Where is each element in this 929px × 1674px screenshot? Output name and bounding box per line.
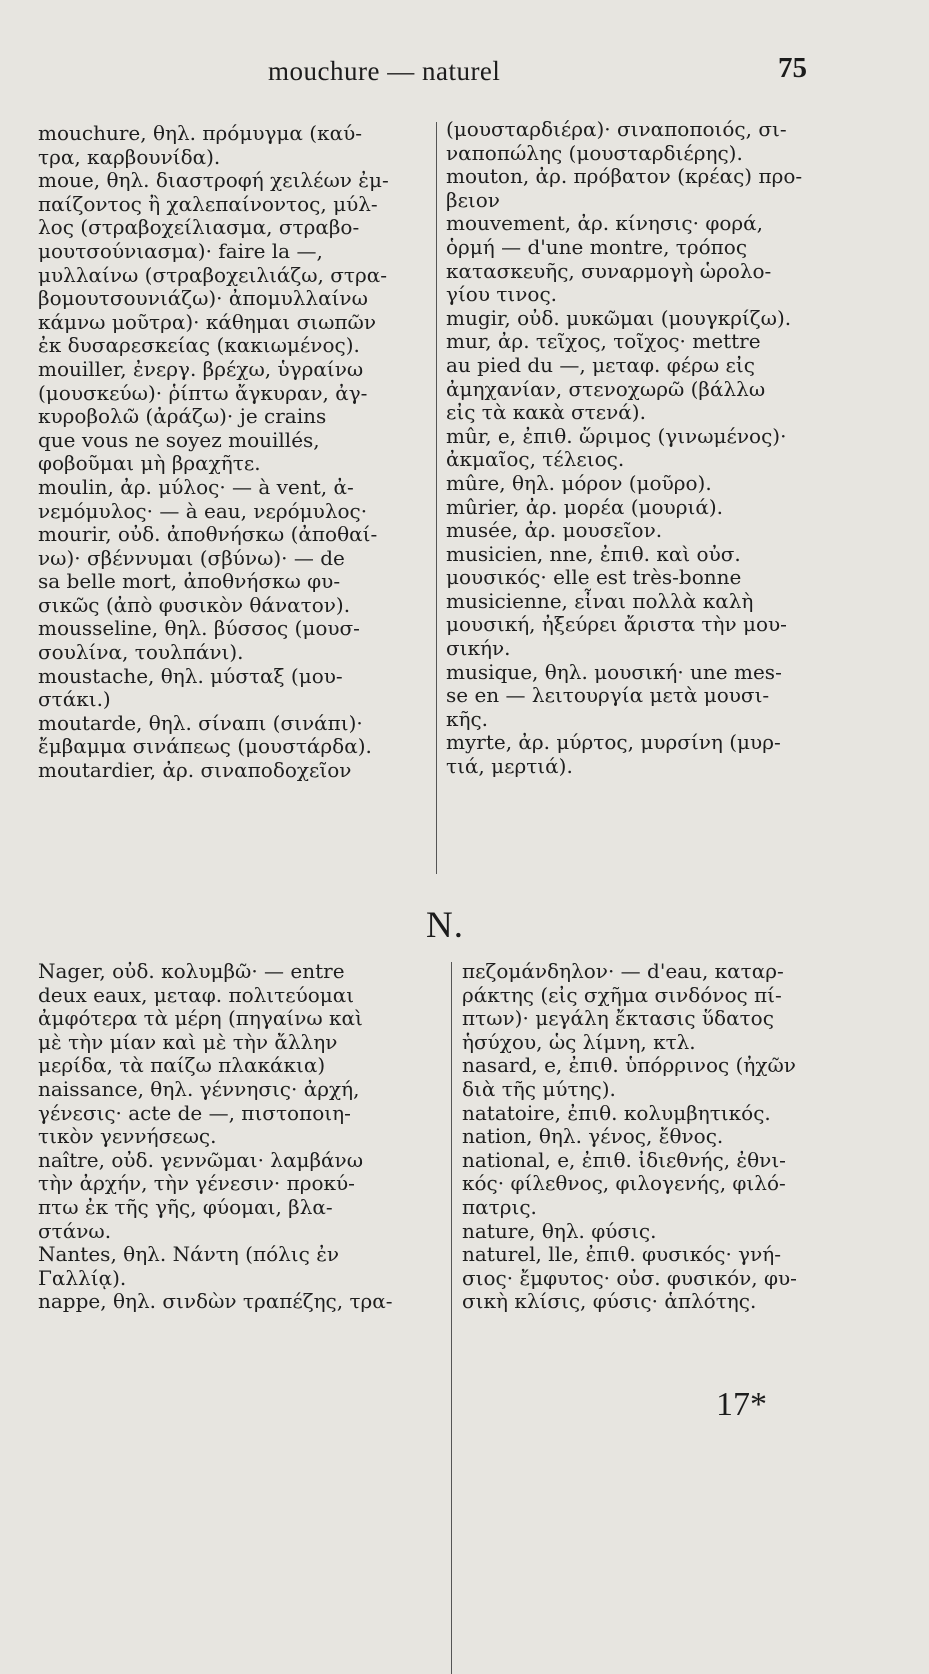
entry-line: σικήν. [446, 636, 511, 661]
entry-line: μὲ τὴν μίαν καὶ μὲ τὴν ἄλλην [38, 1029, 338, 1054]
entry-line: ἡσύχου, ὡς λίμνη, κτλ. [462, 1029, 696, 1054]
entry-line: κός· φίλεθνος, φιλογενής, φιλό- [462, 1171, 786, 1196]
entry-line: mouchure, θηλ. πρόμυγμα (καύ- [38, 121, 363, 145]
entry-line: mûre, θηλ. μόρον (μοῦρο). [446, 470, 712, 495]
column-divider-bottom [451, 962, 452, 1674]
entry-line: ἀμφότερα τὰ μέρη (πηγαίνω καὶ [38, 1006, 363, 1031]
entry-line: ἔμβαμμα σινάπεως (μουστάρδα). [38, 734, 372, 759]
entry-line: πατρις. [462, 1194, 537, 1219]
entry-line: Nager, οὐδ. κολυμβῶ· — entre [38, 959, 345, 983]
column-bottom-left [38, 960, 436, 1314]
entry-line: natatoire, ἐπιθ. κολυμβητικός. [462, 1100, 771, 1125]
entry-line: μουσική, ἠξεύρει ἄριστα τὴν μου- [446, 612, 787, 637]
entry-line: πτω ἐκ τῆς γῆς, φύομαι, βλα- [38, 1194, 333, 1219]
entry-line: nation, θηλ. γένος, ἔθνος. [462, 1124, 724, 1149]
entry-line: mur, ἀρ. τεῖχος, τοῖχος· mettre [446, 329, 761, 354]
entry-line: βειον [446, 187, 500, 212]
entry-line: moulin, ἀρ. μύλος· — à vent, ἀ- [38, 474, 354, 499]
entry-line: nappe, θηλ. σινδὼν τραπέζης, τρα- [38, 1289, 393, 1314]
entry-line: ναποπώλης (μουσταρδιέρης). [446, 140, 743, 165]
entry-line: mouton, ἀρ. πρόβατον (κρέας) προ- [446, 164, 803, 189]
entry-line: τιά, μερτιά). [446, 754, 573, 779]
entry-line: μυλλαίνω (στραβοχειλιάζω, στρα- [38, 262, 388, 287]
entry-line: au pied du —, μεταφ. φέρω εἰς [446, 352, 755, 377]
entry-line: κῆς. [446, 706, 489, 731]
entry-line: mûrier, ἀρ. μορέα (μουριά). [446, 494, 723, 519]
entry-line: σικὴ κλίσις, φύσις· ἁπλότης. [462, 1289, 757, 1314]
entry-line: deux eaux, μεταφ. πολιτεύομαι [38, 982, 355, 1007]
page-number: 75 [778, 52, 807, 84]
entry-line: nasard, e, ἐπιθ. ὑπόρρινος (ἠχῶν [462, 1053, 796, 1078]
entry-line: musicien, nne, ἐπιθ. καὶ οὐσ. [446, 541, 741, 566]
entry-line: μερίδα, τὰ παίζω πλακάκια) [38, 1053, 326, 1078]
entry-line: que vous ne soyez mouillés, [38, 427, 320, 452]
entry-line: moustache, θηλ. μύσταξ (μου- [38, 663, 343, 688]
entry-line: ἀμηχανίαν, στενοχωρῶ (βάλλω [446, 376, 766, 401]
entry-line: myrte, ἀρ. μύρτος, μυρσίνη (μυρ- [446, 730, 781, 755]
entry-line: τικὸν γεννήσεως. [38, 1124, 217, 1149]
entry-line: σιος· ἔμφυτος· οὐσ. φυσικόν, φυ- [462, 1265, 797, 1290]
entry-line: κυροβολῶ (ἀράζω)· je crains [38, 404, 327, 429]
entry-line: κάμνω μοῦτρα)· κάθημαι σιωπῶν [38, 309, 377, 334]
entry-line: se en — λειτουργία μετὰ μουσι- [446, 683, 770, 708]
entry-line: σικῶς (ἀπὸ φυσικὸν θάνατον). [38, 592, 351, 617]
entry-line: moutarde, θηλ. σίναπι (σινάπι)· [38, 710, 363, 735]
entry-line: πτων)· μεγάλη ἔκτασις ὕδατος [462, 1006, 774, 1031]
entry-line: national, e, ἐπιθ. ἰδιεθνής, ἐθνι- [462, 1147, 786, 1172]
entry-line: τὴν ἀρχήν, τὴν γένεσιν· προκύ- [38, 1171, 355, 1196]
entry-line: σουλίνα, τουλπάνι). [38, 640, 244, 665]
entry-line: ὁρμή — d'une montre, τρόπος [446, 234, 748, 259]
entry-line: mûr, e, ἐπιθ. ὥριμος (γινωμένος)· [446, 423, 787, 448]
entry-line: naturel, lle, ἐπιθ. φυσικός· γνή- [462, 1242, 782, 1267]
entry-line: τρα, καρβουνίδα). [38, 144, 221, 169]
entry-line: διὰ τῆς μύτης). [462, 1076, 616, 1101]
column-bottom-right [462, 960, 842, 1314]
entry-line: musique, θηλ. μουσική· une mes- [446, 659, 782, 684]
column-top-right [446, 118, 826, 779]
entry-line: γένεσις· acte de —, πιστοποιη- [38, 1100, 351, 1125]
section-letter: N. [426, 905, 464, 946]
entry-line: μουσικός· elle est très-bonne [446, 565, 742, 590]
entry-line: γίου τινος. [446, 282, 558, 307]
entry-line: νω)· σβέννυμαι (σβύνω)· — de [38, 545, 345, 570]
entry-line: λος (στραβοχείλιασμα, στραβο- [38, 215, 360, 240]
entry-line: Γαλλίᾳ). [38, 1265, 127, 1290]
entry-line: μουτσούνιασμα)· faire la —, [38, 238, 323, 263]
entry-line: ἐκ δυσαρεσκείας (κακιωμένος). [38, 333, 360, 358]
entry-line: ἀκμαῖος, τέλειος. [446, 447, 625, 472]
entry-line: στάνω. [38, 1218, 112, 1243]
entry-line: moue, θηλ. διαστροφή χειλέων ἐμ- [38, 168, 389, 193]
entry-line: νεμόμυλος· — à eau, νερόμυλος· [38, 498, 368, 523]
entry-line: mousseline, θηλ. βύσσος (μουσ- [38, 616, 360, 641]
entry-line: στάκι.) [38, 687, 111, 712]
entry-line: nature, θηλ. φύσις. [462, 1218, 657, 1243]
signature-mark: 17* [716, 1386, 767, 1423]
column-divider-top [436, 122, 437, 874]
entry-line: mugir, οὐδ. μυκῶμαι (μουγκρίζω). [446, 305, 792, 330]
entry-line: ράκτης (εἰς σχῆμα σινδόνος πί- [462, 982, 782, 1007]
entry-line: Nantes, θηλ. Νάντη (πόλις ἐν [38, 1242, 340, 1267]
entry-line: mouiller, ἐνεργ. βρέχω, ὑγραίνω [38, 356, 364, 381]
entry-line: musée, ἀρ. μουσεῖον. [446, 518, 663, 543]
entry-line: (μουσταρδιέρα)· σιναποποιός, σι- [446, 117, 787, 141]
entry-line: mouvement, ἀρ. κίνησις· φορά, [446, 211, 763, 236]
running-head: mouchure — naturel [268, 56, 501, 86]
entry-line: sa belle mort, ἀποθνήσκω φυ- [38, 569, 341, 594]
entry-line: naître, οὐδ. γεννῶμαι· λαμβάνω [38, 1147, 364, 1172]
entry-line: φοβοῦμαι μὴ βραχῆτε. [38, 451, 261, 476]
entry-line: βομουτσουνιάζω)· ἀπομυλλαίνω [38, 286, 368, 311]
entry-line: moutardier, ἀρ. σιναποδοχεῖον [38, 758, 352, 783]
entry-line: musicienne, εἶναι πολλὰ καλὴ [446, 588, 754, 613]
column-top-left [38, 122, 426, 783]
entry-line: (μουσκεύω)· ῥίπτω ἄγκυραν, ἀγ- [38, 380, 368, 405]
entry-line: εἰς τὰ κακὰ στενά). [446, 400, 646, 425]
entry-line: πεζομάνδηλον· — d'eau, καταρ- [462, 959, 784, 983]
page-header [0, 52, 929, 92]
entry-line: naissance, θηλ. γέννησις· ἀρχή, [38, 1076, 360, 1101]
entry-line: mourir, οὐδ. ἀποθνήσκω (ἀποθαί- [38, 522, 378, 547]
entry-line: παίζοντος ἢ χαλεπαίνοντος, μύλ- [38, 191, 378, 216]
entry-line: κατασκευῆς, συναρμογὴ ὡρολο- [446, 258, 772, 283]
